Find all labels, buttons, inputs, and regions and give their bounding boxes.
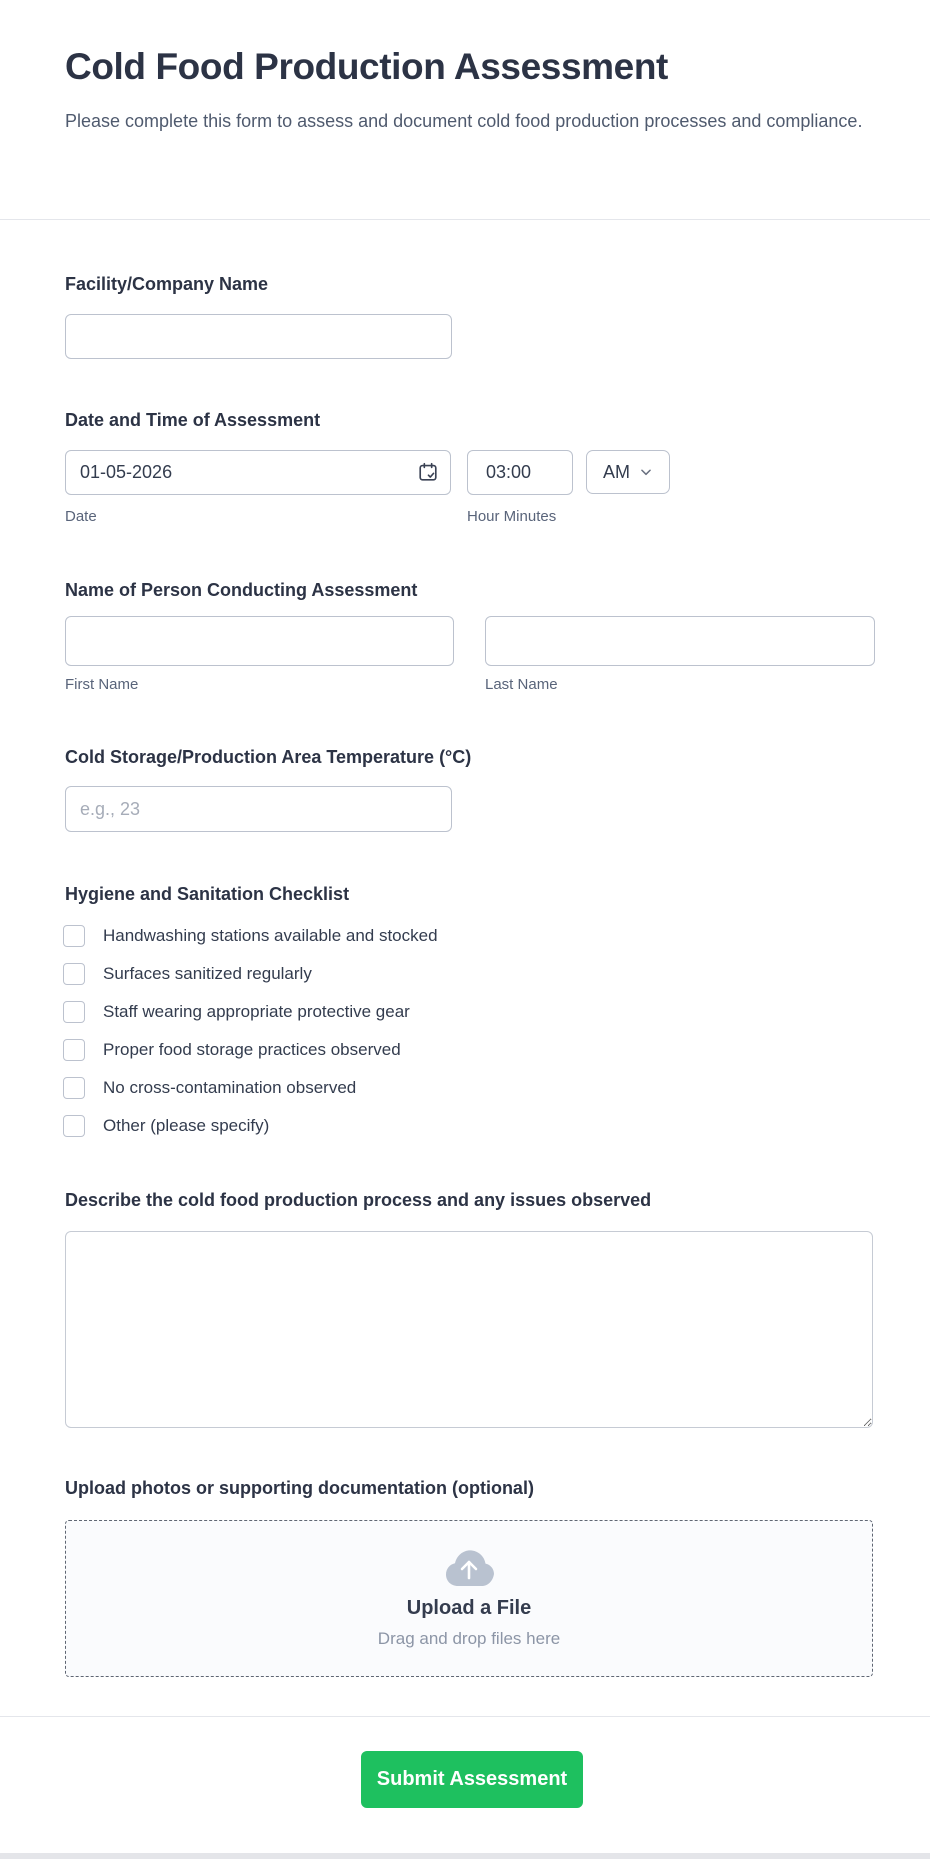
checklist-row bbox=[63, 1115, 269, 1137]
last-name-input[interactable] bbox=[485, 616, 875, 666]
assessor-name-label: Name of Person Conducting Assessment bbox=[65, 580, 418, 600]
checklist-row bbox=[63, 963, 312, 985]
checkbox-other[interactable] bbox=[63, 1115, 85, 1137]
upload-title: Upload a File bbox=[406, 1596, 532, 1619]
file-upload-dropzone[interactable] bbox=[65, 1520, 873, 1677]
header-divider bbox=[0, 219, 930, 220]
date-field bbox=[65, 450, 451, 495]
temperature-input[interactable] bbox=[65, 786, 452, 832]
process-description-textarea[interactable] bbox=[65, 1231, 873, 1428]
facility-name-input[interactable] bbox=[65, 314, 452, 359]
checkbox-label: Proper food storage practices observed bbox=[103, 1040, 401, 1059]
chevron-down-icon bbox=[639, 465, 653, 479]
checkbox-handwashing[interactable] bbox=[63, 925, 85, 947]
checklist-label: Hygiene and Sanitation Checklist bbox=[65, 884, 350, 904]
datetime-label: Date and Time of Assessment bbox=[65, 410, 321, 430]
checkbox-label: Staff wearing appropriate protective gear bbox=[103, 1002, 410, 1021]
checkbox-label: Other (please specify) bbox=[103, 1116, 270, 1135]
page-bottom-strip bbox=[0, 1853, 930, 1859]
ampm-value: AM bbox=[603, 461, 630, 482]
checkbox-label: No cross-contamination observed bbox=[103, 1078, 357, 1097]
checkbox-food-storage[interactable] bbox=[63, 1039, 85, 1061]
temperature-label: Cold Storage/Production Area Temperature (°C) bbox=[65, 747, 472, 767]
checklist-row bbox=[63, 925, 438, 947]
checkbox-surfaces[interactable] bbox=[63, 963, 85, 985]
checkbox-protective-gear[interactable] bbox=[63, 1001, 85, 1023]
date-input[interactable] bbox=[65, 450, 451, 495]
hour-minutes-sublabel: Hour Minutes bbox=[467, 508, 557, 525]
checkbox-cross-contamination[interactable] bbox=[63, 1077, 85, 1099]
cloud-upload-icon bbox=[444, 1549, 494, 1587]
calendar-check-icon[interactable] bbox=[417, 461, 439, 483]
form-description: Please complete this form to assess and document cold food production processes and compliance. bbox=[65, 111, 863, 131]
footer-divider bbox=[0, 1716, 930, 1717]
hour-minutes-input[interactable] bbox=[467, 450, 573, 495]
last-name-sublabel: Last Name bbox=[485, 676, 558, 693]
upload-hint: Drag and drop files here bbox=[377, 1628, 561, 1648]
upload-label: Upload photos or supporting documentation (optional) bbox=[65, 1478, 534, 1498]
page-title: Cold Food Production Assessment bbox=[65, 46, 668, 87]
submit-button[interactable]: Submit Assessment bbox=[361, 1751, 583, 1808]
checklist-row bbox=[63, 1077, 356, 1099]
checklist-row bbox=[63, 1039, 401, 1061]
date-sublabel: Date bbox=[65, 508, 97, 525]
checkbox-label: Surfaces sanitized regularly bbox=[103, 964, 312, 983]
process-description-label: Describe the cold food production process and any issues observed bbox=[65, 1190, 652, 1210]
checkbox-label: Handwashing stations available and stocked bbox=[103, 926, 438, 945]
first-name-input[interactable] bbox=[65, 616, 454, 666]
facility-name-label: Facility/Company Name bbox=[65, 274, 269, 294]
ampm-select[interactable] bbox=[586, 450, 670, 494]
checklist-row bbox=[63, 1001, 410, 1023]
first-name-sublabel: First Name bbox=[65, 676, 139, 693]
